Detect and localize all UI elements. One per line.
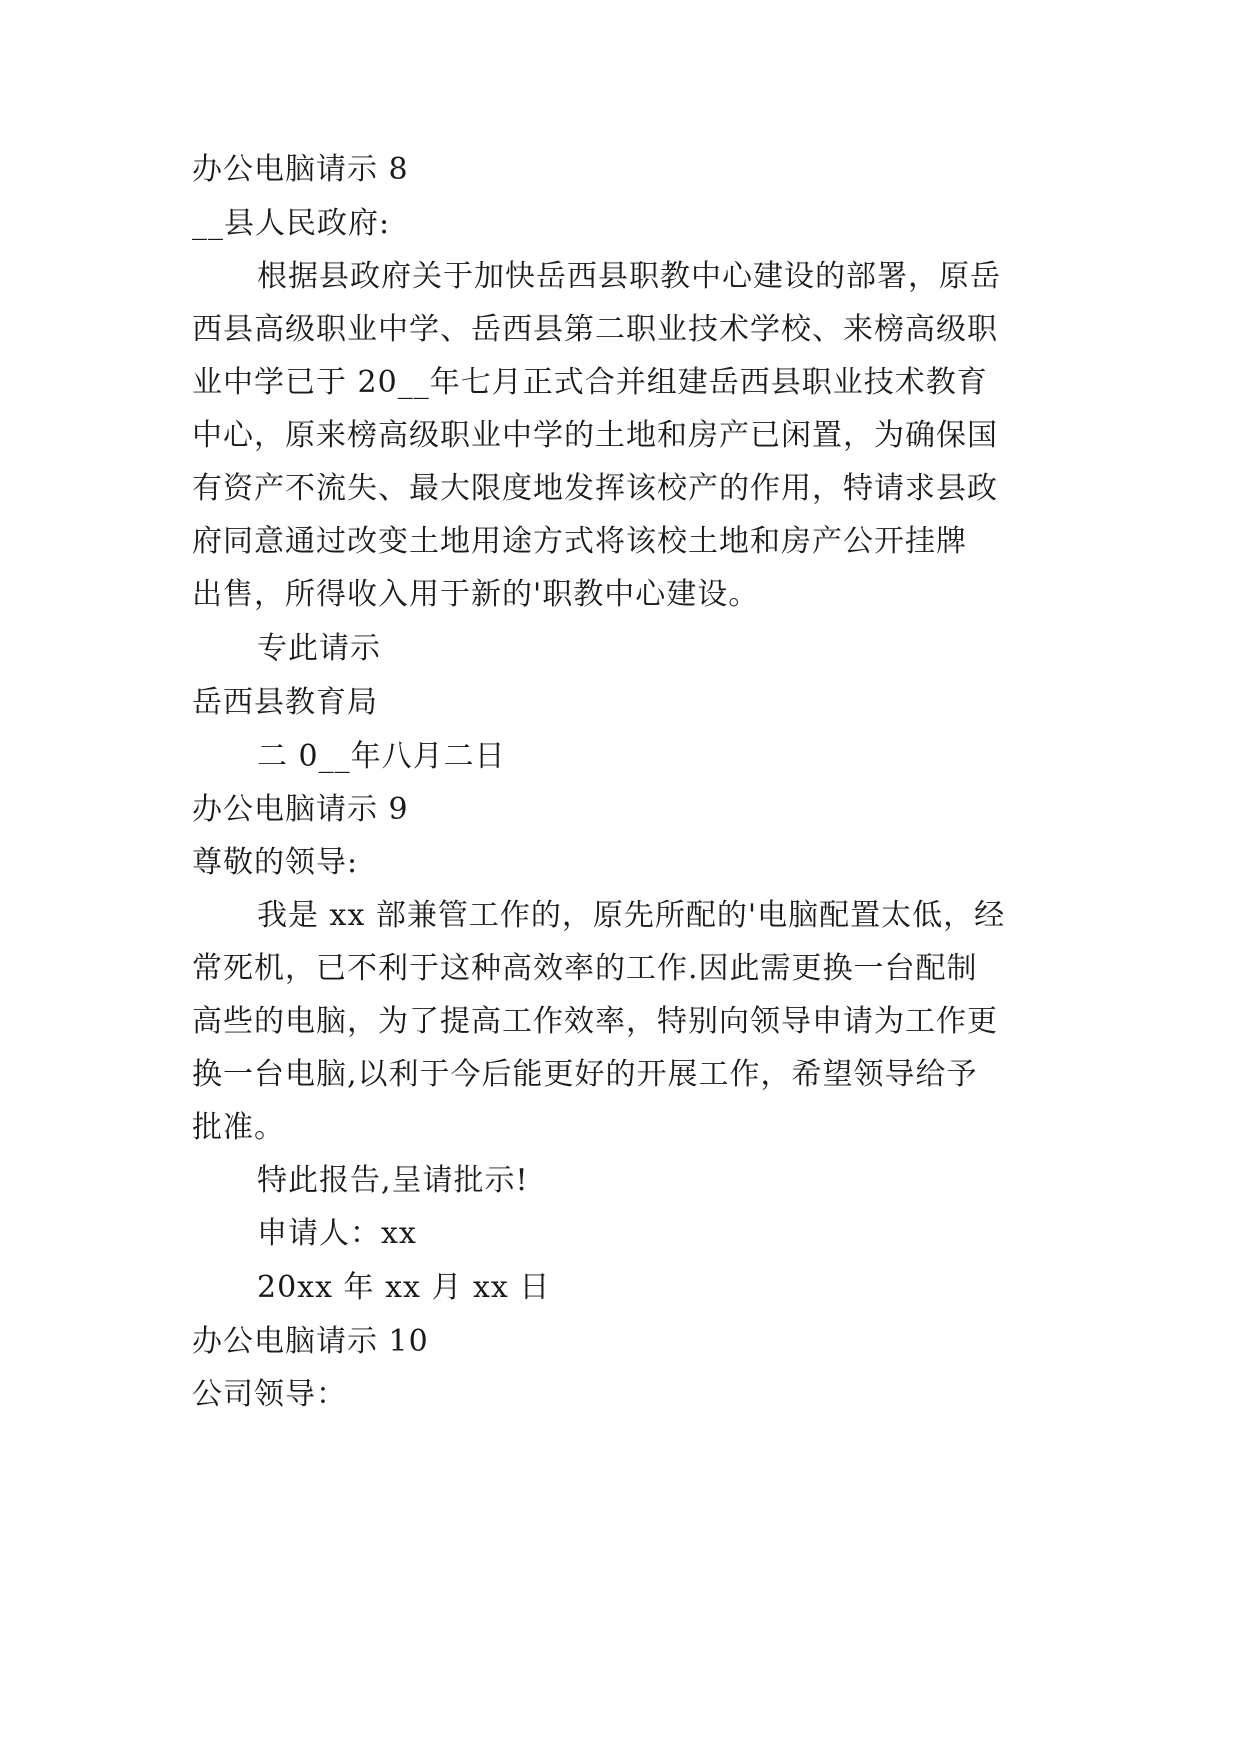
addressee: 尊敬的领导:: [192, 845, 359, 880]
section-title: 办公电脑请示 8: [192, 152, 409, 187]
addressee: __县人民政府:: [192, 206, 391, 241]
closing-phrase: 专此请示: [257, 631, 381, 666]
date-line: 20xx 年 xx 月 xx 日: [257, 1270, 551, 1305]
body-line: 出售，所得收入用于新的'职教中心建设。: [192, 577, 760, 612]
addressee: 公司领导：: [192, 1377, 347, 1412]
body-line: 府同意通过改变土地用途方式将该校土地和房产公开挂牌: [192, 524, 967, 559]
body-line: 我是 xx 部兼管工作的，原先所配的'电脑配置太低，经: [257, 898, 1006, 933]
body-line: 根据县政府关于加快岳西县职教中心建设的部署，原岳: [257, 259, 1001, 294]
signatory: 岳西县教育局: [192, 685, 378, 720]
section-title: 办公电脑请示 9: [192, 792, 409, 827]
body-line: 中心，原来榜高级职业中学的土地和房产已闲置，为确保国: [192, 418, 998, 453]
body-line: 高些的电脑，为了提高工作效率，特别向领导申请为工作更: [192, 1004, 998, 1039]
applicant-line: 申请人：xx: [257, 1216, 417, 1251]
body-line: 换一台电脑,以利于今后能更好的开展工作，希望领导给予: [192, 1057, 978, 1092]
body-line: 西县高级职业中学、岳西县第二职业技术学校、来榜高级职: [192, 312, 998, 347]
body-line: 批准。: [192, 1110, 285, 1145]
body-line: 业中学已于 20__年七月正式合并组建岳西县职业技术教育: [192, 365, 988, 400]
body-line: 常死机，已不利于这种高效率的工作.因此需更换一台配制: [192, 951, 978, 986]
closing-phrase: 特此报告,呈请批示!: [257, 1163, 529, 1198]
date-line: 二 0__年八月二日: [257, 739, 506, 774]
section-title: 办公电脑请示 10: [192, 1324, 429, 1359]
body-line: 有资产不流失、最大限度地发挥该校产的作用，特请求县政: [192, 471, 998, 506]
